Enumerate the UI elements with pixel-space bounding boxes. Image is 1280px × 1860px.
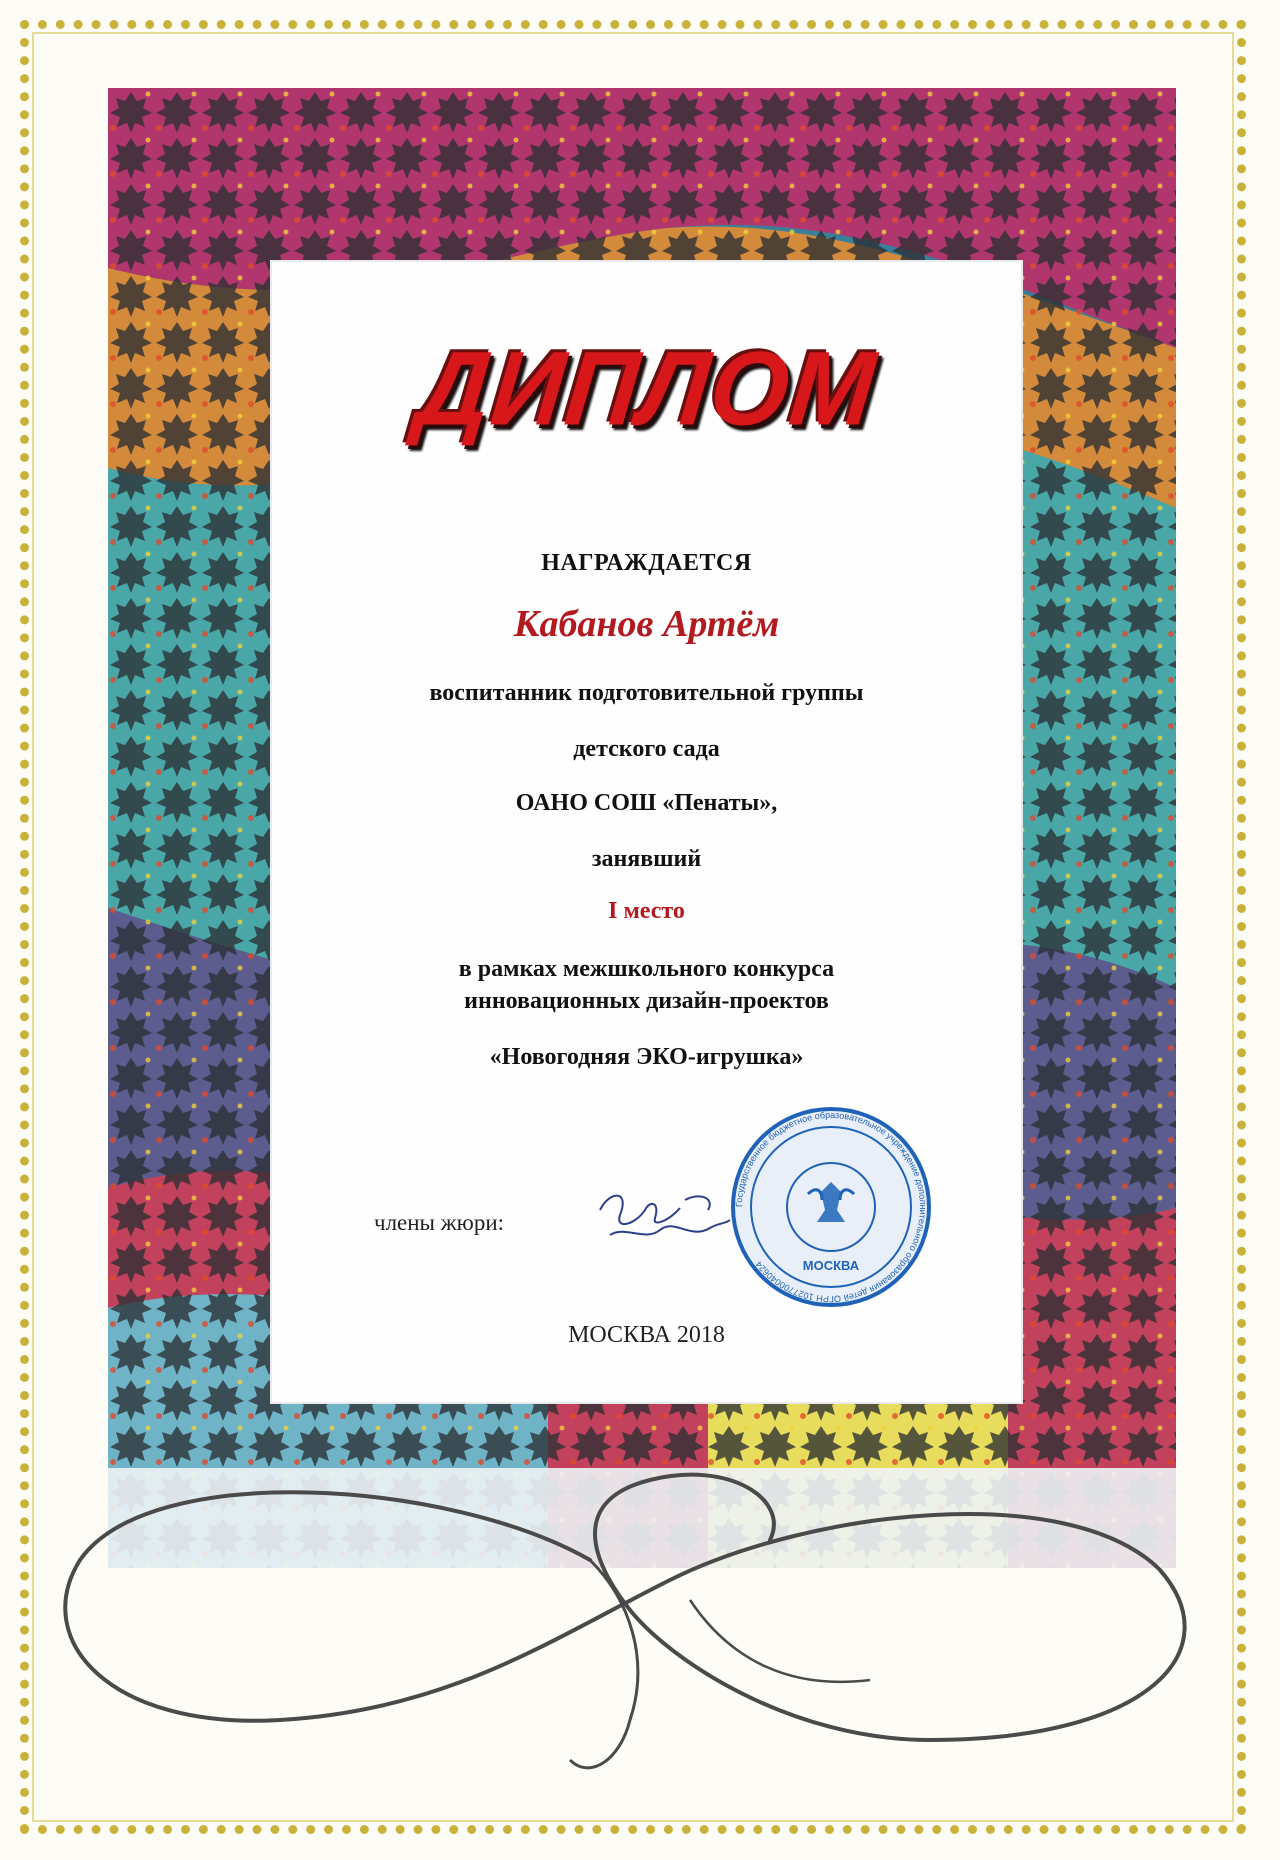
recipient-name: Кабанов Артём [513, 603, 780, 645]
jury-signatures [590, 1180, 740, 1260]
school-name: ОАНО СОШ «Пенаты», [515, 790, 778, 816]
awarded-label: НАГРАЖДАЕТСЯ [541, 550, 752, 576]
decorative-swirl [30, 1440, 1250, 1820]
description-line-2: детского сада [573, 736, 720, 762]
stamp-center-word: МОСКВА [802, 1258, 860, 1273]
certificate-title: ДИПЛОМ [411, 330, 882, 448]
description-line-4: занявший [591, 846, 702, 872]
contest-line-1: в рамках межшкольного конкурса [458, 956, 835, 982]
jury-label: члены жюри: [374, 1210, 505, 1235]
place-label: I место [608, 898, 685, 924]
stamp-ring-text: Государственное бюджетное образовательное учреждение дополнительного образования детей ОГРН 1027700040624 [733, 1109, 929, 1305]
contest-line-2: инновационных дизайн-проектов [464, 988, 829, 1014]
contest-title: «Новогодняя ЭКО-игрушка» [489, 1044, 804, 1070]
title-wrap [272, 332, 1021, 447]
official-stamp [726, 1102, 936, 1312]
city-year: МОСКВА 2018 [568, 1322, 725, 1348]
description-line-1: воспитанник подготовительной группы [429, 680, 864, 706]
certificate-panel [272, 262, 1021, 1402]
